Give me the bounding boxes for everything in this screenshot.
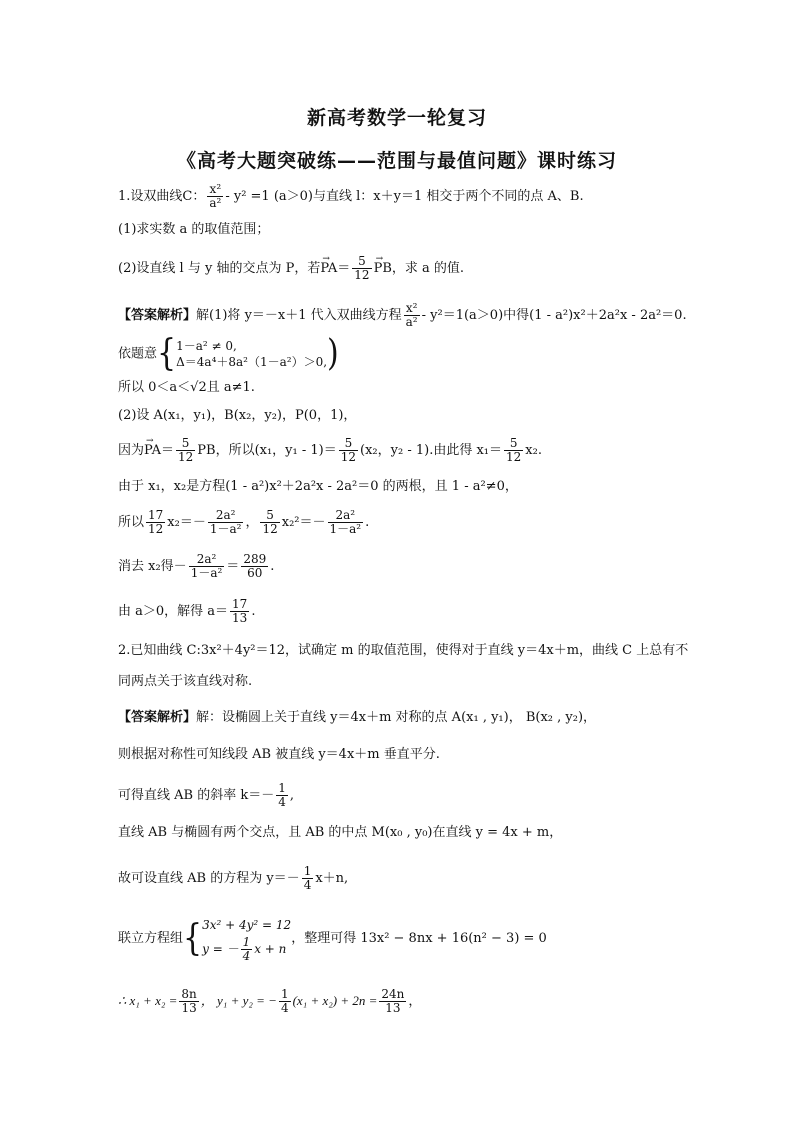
a2-line-3: 可得直线 AB 的斜率 k＝－ $\frac{1}{4}$ , <box>118 781 294 809</box>
a2-line-4: 直线 AB 与椭圆有两个交点，且 AB 的中点 M(x₀ , y₀)在直线 y = 4x + m， <box>118 825 563 840</box>
answer-tag: 【答案解析】 <box>118 710 197 725</box>
a1-line-9: 由 a＞0，解得 a＝ $\frac{17}{13}$ . <box>118 597 256 625</box>
q1-line-2: (1)求实数 a 的取值范围； <box>118 222 270 237</box>
a1-line-2: 依题意{1－a² ≠ 0, Δ＝4a⁴＋8a²（1－a²）＞0,) <box>118 332 339 375</box>
a1-line-6: 由于 x₁，x₂是方程(1 - a²)x²＋2a²x - 2a²＝0 的两根，且 1 - a²≠0， <box>118 479 518 494</box>
a1-line-4: (2)设 A(x₁，y₁)，B(x₂，y₂)，P(0，1)， <box>118 408 357 423</box>
q1-line-3: (2)设直线 l 与 y 轴的交点为 P，若→ PA＝ $\frac{5}{12}$ → PB，求 a 的值. <box>118 255 464 282</box>
a2-line-5: 故可设直线 AB 的方程为 y＝－ $\frac{1}{4}$ x＋n, <box>118 864 349 892</box>
q2-line-2: 同两点关于该直线对称. <box>118 674 253 689</box>
a1-line-1: 【答案解析】解(1)将 y＝－x＋1 代入双曲线方程 $\frac{\text{x²}}{\text{a²}}$ - y²＝1(a＞0)中得(1 - a²)x²＋2a²x - 2a²＝0. <box>118 301 687 329</box>
a2-line-2: 则根据对称性可知线段 AB 被直线 y＝4x＋m 垂直平分. <box>118 747 440 762</box>
a2-line-1: 【答案解析】解：设椭圆上关于直线 y＝4x＋m 对称的点 A(x₁ , y₁)， B(x₂ , y₂)， <box>118 710 597 725</box>
a1-line-7: 所以 $\frac{17}{12}$ x₂＝－ $\frac{\text{2a²}}{\text{1－a²}}$ ， $\frac{5}{12}$ x₂²＝－ $\frac{\text{2a²}}{\text{1－a²}}$ . <box>118 508 370 536</box>
document-title: 新高考数学一轮复习 <box>306 107 487 129</box>
a2-line-7: ∴ x₁ + x₂ = $\frac{8n}{13}$ ， y₁ + y₂ = − $\frac{1}{4}$ (x₁ + x₂) + 2n = $\frac{24n}{13}$ ， <box>118 987 422 1015</box>
a1-line-5: 因为→ PA＝ $\frac{5}{12}$ PB，所以(x₁，y₁ - 1)＝ $\frac{5}{12}$ (x₂，y₂ - 1).由此得 x₁＝ $\frac{5}{12}$ x₂. <box>118 437 542 464</box>
a2-line-6: 联立方程组{3x² + 4y² = 12 y = － $\frac{1}{4}$ x + n，整理可得 13x² − 8nx + 16(n² − 3) = 0 <box>118 916 547 963</box>
answer-tag: 【答案解析】 <box>118 308 197 323</box>
document-subtitle: 《高考大题突破练——范围与最值问题》课时练习 <box>176 150 617 172</box>
a1-line-3: 所以 0＜a＜√2且 a≠1. <box>118 380 255 395</box>
fraction: $\frac{\text{x²}}{\text{a²}}$ <box>209 182 222 210</box>
q1-line-1: 1.设双曲线C： $\frac{\text{x²}}{\text{a²}}$ - y² =1 (a＞0)与直线 l：x＋y＝1 相交于两个不同的点 A、B. <box>118 182 584 210</box>
a1-line-8: 消去 x₂得－ $\frac{\text{2a²}}{\text{1－a²}}$ ＝ $\frac{289}{60}$ . <box>118 552 275 580</box>
q2-line-1: 2.已知曲线 C:3x²＋4y²＝12，试确定 m 的取值范围，使得对于直线 y＝4x＋m，曲线 C 上总有不 <box>118 643 689 658</box>
